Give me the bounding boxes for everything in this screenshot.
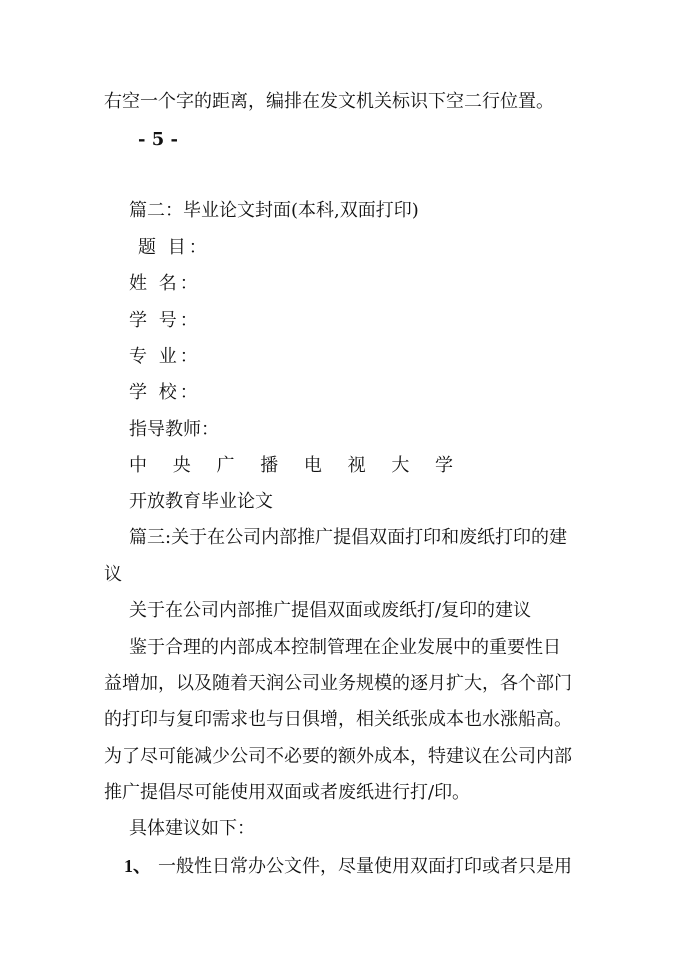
paragraph-line: 推广提倡尽可能使用双面或者废纸进行打/印。 — [104, 782, 471, 803]
continuation-line: 右空一个字的距离，编排在发文机关标识下空二行位置。 — [104, 91, 554, 112]
field-student-id: 学 号： — [129, 310, 201, 331]
paragraph-line: 鉴于合理的内部成本控制管理在企业发展中的重要性日 — [129, 637, 561, 658]
list-item-number: 1、 — [124, 856, 151, 876]
university-name: 中 央 广 播 电 视 大 学 — [129, 455, 464, 476]
field-advisor: 指导教师： — [129, 419, 219, 440]
paragraph-line: 的打印与复印需求也与日俱增，相关纸张成本也水涨船高。 — [104, 709, 572, 730]
list-item-text: 一般性日常办公文件，尽量使用双面打印或者只是用 — [158, 856, 572, 877]
field-name: 姓 名： — [129, 273, 201, 294]
suggestions-intro: 具体建议如下： — [129, 818, 255, 839]
section3-subtitle: 关于在公司内部推广提倡双面或废纸打/复印的建议 — [129, 600, 532, 621]
field-school: 学 校： — [129, 382, 201, 403]
paragraph-line: 益增加，以及随着天润公司业务规模的逐月扩大，各个部门 — [104, 673, 572, 694]
section3-heading-line1: 篇三:关于在公司内部推广提倡双面打印和废纸打印的建 — [129, 527, 568, 548]
section3-heading-line2: 议 — [104, 564, 122, 585]
list-item — [124, 854, 690, 879]
field-major: 专 业： — [129, 346, 201, 367]
thesis-type: 开放教育毕业论文 — [129, 491, 273, 512]
paragraph-line: 为了尽可能减少公司不必要的额外成本，特建议在公司内部 — [104, 746, 572, 767]
section2-heading: 篇二：毕业论文封面(本科,双面打印) — [129, 200, 419, 221]
page-number: - 5 - — [138, 129, 178, 150]
field-title: 题 目： — [138, 237, 210, 258]
